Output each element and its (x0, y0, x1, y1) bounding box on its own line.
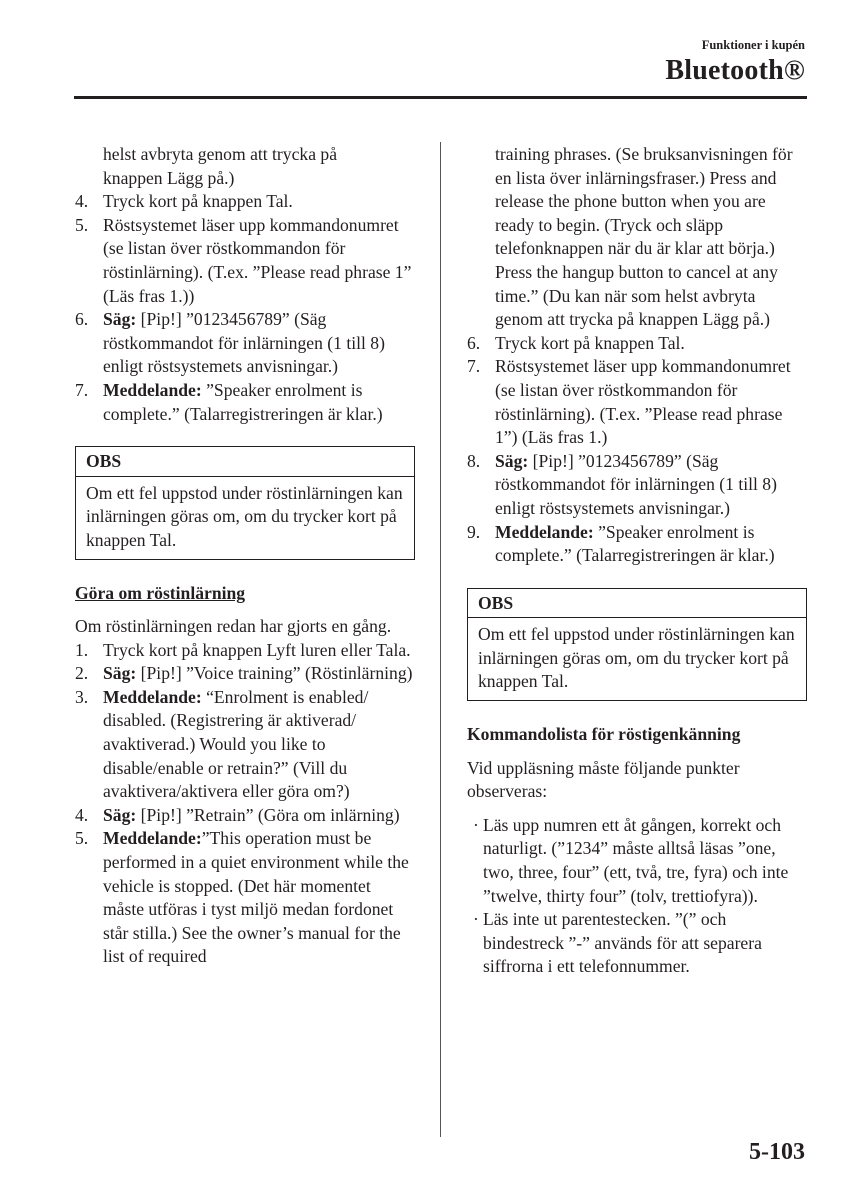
item-number: 2. (75, 663, 89, 684)
right-column (467, 143, 807, 979)
page-title: Bluetooth® (665, 55, 805, 86)
bullet-text: Läs inte ut parentestecken. ”(” och bindestreck ”-” används för att separera siffrorna i ett telefonnummer. (483, 909, 762, 977)
item-number: 7. (75, 379, 89, 400)
item-label: Meddelande: (103, 828, 202, 849)
item-text: “Enrolment is enabled/ disabled. (Registrering är aktiverad/ avaktiverad.) Would you like to disable/enable or retrain?” (Vill du avaktivera/aktivera eller göra om?) (103, 686, 369, 802)
item-label: Säg: (103, 804, 137, 825)
item-number: 5. (75, 828, 89, 849)
obs-body: Om ett fel uppstod under röstinlärningen kan inlärningen göras om, om du trycker kort på knappen Tal. (86, 482, 403, 550)
header-section-label: Funktioner i kupén (701, 38, 805, 52)
item-number: 4. (75, 804, 89, 825)
item-number: 9. (467, 521, 481, 542)
item-text: Tryck kort på knappen Tal. (103, 191, 293, 212)
section-title: Göra om röstinlärning (75, 582, 246, 603)
list-item (467, 332, 807, 356)
item-number: 6. (467, 332, 481, 353)
item-text: [Pip!] ”Voice training” (Röstinlärning) (140, 663, 413, 684)
item-text: Röstsystemet läser upp kommandonumret (se listan över röstkommandon för röstinlärning). (T.ex. ”Please read phrase 1” (Läs fras 1.)) (103, 214, 412, 306)
list-item (75, 662, 415, 686)
item-number: 4. (75, 191, 89, 212)
list-item (75, 214, 415, 308)
item-text: [Pip!] ”Retrain” (Göra om inlärning) (140, 804, 400, 825)
list-item (75, 686, 415, 804)
item-text: ”Speaker enrolment is complete.” (Talarregistreringen är klar.) (103, 379, 383, 424)
item-text: ”Speaker enrolment is complete.” (Talarregistreringen är klar.) (495, 521, 775, 566)
item-text: [Pip!] ”0123456789” (Säg röstkommandot för inlärningen (1 till 8) enligt röstsystemets anvisningar.) (495, 450, 777, 518)
item-text: Tryck kort på knappen Lyft luren eller Tala. (103, 639, 411, 660)
item-number: 8. (467, 450, 481, 471)
left-column (75, 143, 415, 969)
subsection-heading: Kommandolista för röstigenkänning (467, 724, 741, 745)
bullet-item (467, 908, 807, 979)
intro-paragraph: Om röstinlärningen redan har gjorts en gång. (75, 616, 392, 637)
item-text: Röstsystemet läser upp kommandonumret (se listan över röstkommandon för röstinlärning). (T.ex. ”Please read phrase 1”) (Läs fras 1.) (495, 356, 791, 448)
item-label: Meddelande: (495, 521, 594, 542)
obs-note-box (467, 588, 807, 701)
list-item (467, 521, 807, 568)
list-item (75, 804, 415, 828)
item-label: Säg: (103, 309, 137, 330)
continued-text (75, 143, 415, 190)
list-item (75, 827, 415, 969)
bullet-mark: · (473, 814, 479, 835)
item-number: 1. (75, 639, 89, 660)
obs-body: Om ett fel uppstod under röstinlärningen kan inlärningen göras om, om du trycker kort på knappen Tal. (478, 624, 795, 692)
obs-heading: OBS (468, 589, 806, 619)
obs-heading: OBS (76, 447, 414, 477)
continued-line: helst avbryta genom att trycka på (103, 144, 338, 164)
bullet-item (467, 814, 807, 908)
list-item (75, 639, 415, 663)
bullet-text: Läs upp numren ett åt gången, korrekt och naturligt. (”1234” måste alltså läsas ”one, two, three, four” (ett, två, tre, fyra) och inte ”twelve, thirty four” (tolv, trettiofyra)). (483, 814, 789, 906)
list-item (75, 379, 415, 426)
item-label: Meddelande: (103, 686, 202, 707)
item-number: 6. (75, 309, 89, 330)
intro-paragraph: Vid uppläsning måste följande punkter observeras: (467, 757, 740, 802)
continued-line: knappen Lägg på.) (103, 167, 235, 188)
item-label: Säg: (495, 450, 529, 471)
obs-note-box (75, 446, 415, 559)
list-item (75, 190, 415, 214)
list-item (467, 355, 807, 449)
item-number: 5. (75, 214, 89, 235)
list-item (75, 308, 415, 379)
list-item (467, 450, 807, 521)
item-number: 7. (467, 356, 481, 377)
item-number: 3. (75, 686, 89, 707)
page-number: 5-103 (749, 1139, 805, 1165)
header-rule (74, 96, 807, 99)
continued-text: training phrases. (Se bruksanvisningen för en lista över inlärningsfraser.) Press and release the phone button when you are ready to begin. (Tryck och släpp telefonknappen när du är klar att börja.) Press the hangup button to cancel at any time.” (Du kan när som helst avbryta genom att trycka på knappen Lägg på.) (495, 144, 793, 330)
item-label: Meddelande: (103, 379, 202, 400)
item-text: [Pip!] ”0123456789” (Säg röstkommandot för inlärningen (1 till 8) enligt röstsystemets anvisningar.) (103, 309, 385, 377)
bullet-mark: · (473, 909, 479, 930)
item-text: Tryck kort på knappen Tal. (495, 332, 685, 353)
item-text: ”This operation must be performed in a quiet environment while the vehicle is stopped. (Det här momentet måste utföras i tyst miljö medan fordonet står stilla.) See the owner’s manual for the list of required (103, 828, 409, 967)
item-label: Säg: (103, 663, 137, 684)
column-divider (440, 142, 441, 1137)
